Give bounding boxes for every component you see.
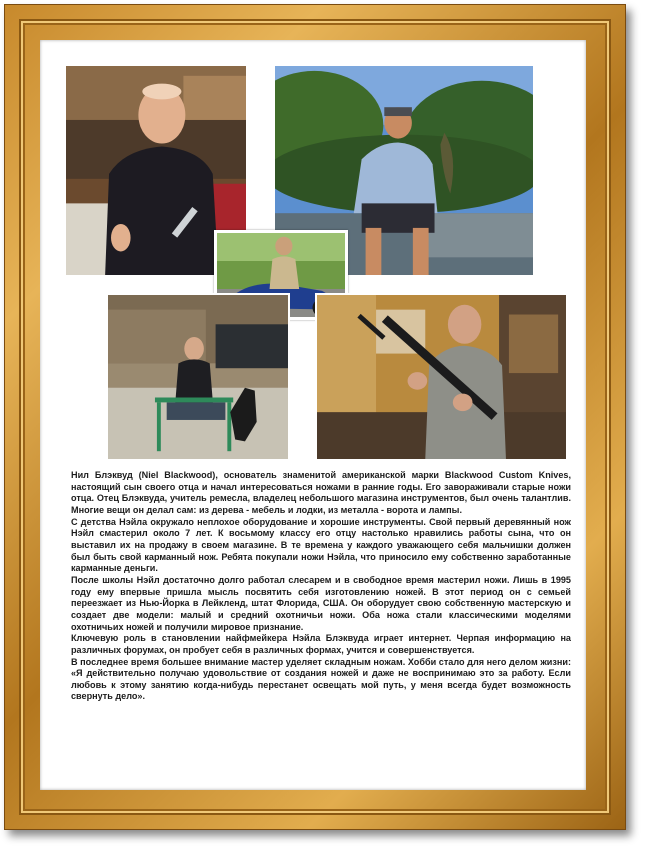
- photo-workshop-rifle: [315, 293, 568, 461]
- document-page: [40, 40, 586, 790]
- article-paragraph-2: С детства Нэйла окружало неплохое оборудование и хорошие инструменты. Свой первый деревянный нож Нэйл смастерил около 7 лет. К восьмому классу его отцу настолько нравились работы сына, что он выставил их на продажу в своем магазине. В те времена у каждого уважающего себя мальчишки должен был быть свой карманный нож. Ребята покупали ножи Нэйла, что приносило ему собственно заработанные карманные деньги.: [71, 516, 571, 574]
- article-paragraph-1: Нил Блэквуд (Niel Blackwood), основатель знаменитой американской марки Blackwood Custom Knives, настоящий сын своего отца и начал интересоваться ножами в ранние годы. Его завораживали старые ножи отца. Отец Блэквуда, учитель ремесла, владелец небольшого магазина инструментов, был очень талантлив. Многие вещи он делал сам: из дерева - мебель и лодки, из металла - ворота и лампы.: [71, 470, 571, 515]
- article-paragraph-4: Ключевую роль в становлении найфмейкера Нэйла Блэквуда играет интернет. Черпая информацию на различных форумах, он пробует себя в различных формах, учится и совершенствуется.: [71, 633, 571, 655]
- article-paragraph-3: После школы Нэйл достаточно долго работал слесарем и в свободное время мастерил ножи. Лишь в 1995 году ему впервые пришла мысль посвятить себя изготовлению ножей. В этот период он с семьей переезжает из Нью-Йорка в Лейкленд, штат Флорида, США. Он оборудует свою собственную мастерскую и создает две модели: малый и средний охотничьи ножи. Оба ножа стали классическими моделями охотничьих ножей и получили мировое признание.: [71, 574, 571, 632]
- photo-chair-dog: [106, 293, 290, 461]
- article-paragraph-5: В последнее время большее внимание мастер уделяет складным ножам. Хобби стало для него делом жизни: «Я действительно получаю удовольствие от создания ножей и даже не воспринимаю это за работу. Если любовь к этому занятию когда-нибудь перестанет освещать мой путь, у меня всегда будет возможность свернуть дело».: [71, 656, 571, 702]
- article-text: [71, 470, 571, 703]
